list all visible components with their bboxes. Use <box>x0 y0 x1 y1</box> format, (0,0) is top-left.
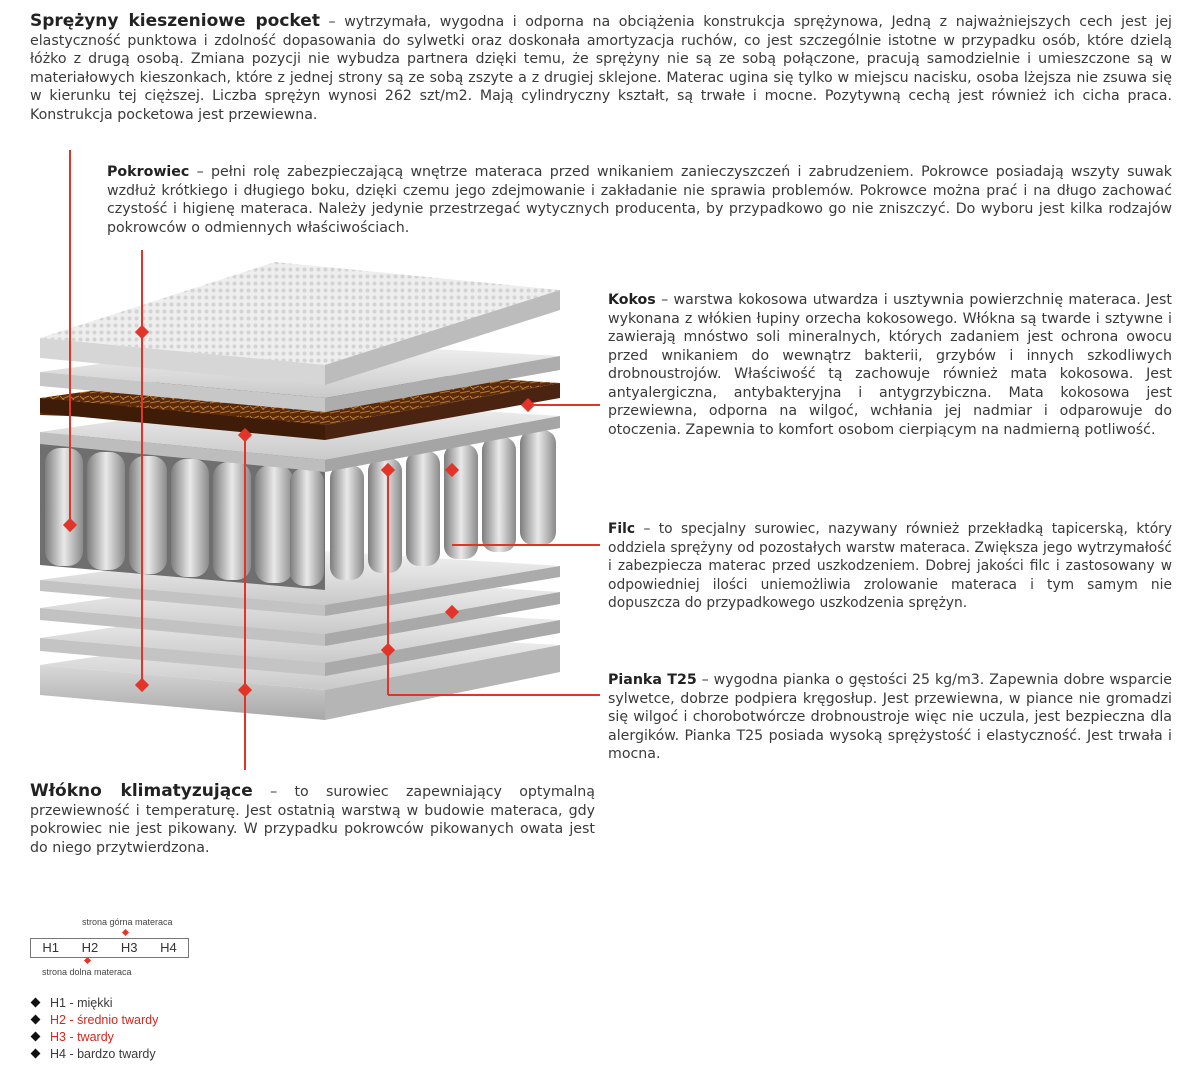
diamond-bullet-icon <box>31 1015 41 1025</box>
scale-h1: H1 <box>42 940 59 955</box>
diamond-bullet-icon <box>31 998 41 1008</box>
top-side-caption: strona górna materaca <box>82 917 173 927</box>
pocket-springs-text: – wytrzymała, wygodna i odporna na obciążenia konstrukcja sprężynowa, Jedną z najważniejszych cech jest jej elastyczność punktowa i zdolność dopasowania do sylwetki oraz doskonała amortyzacja ruchów, co jest szczególnie istotne w przypadku osób, które dzielą łóżko z drugą osobą. Zmiana pozycji nie wybudza partnera dzięki temu, że sprężyny nie są ze sobą połączone, pracują samodzielnie i umieszczone są w materiałowych kieszonkach, które z jednej strony są ze sobą zszyte a z drugiej sklejone. Materac ugina się tylko w miejscu nacisku, osoba lżejsza nie zsuwa się w kierunku tej cięższej. Liczba sprężyn wynosi 262 szt/m2. Mają cylindryczny kształt, są trwałe i mocne. Pozytywną cechą jest również ich cicha praca. Konstrukcja pocketowa jest przewiewna. <box>30 14 1172 123</box>
legend-label-h2: H2 - średnio twardy <box>50 1013 159 1027</box>
foam-title: Pianka T25 <box>608 672 697 688</box>
legend-label-h4: H4 - bardzo twardy <box>50 1047 156 1061</box>
legend-item <box>30 1029 158 1046</box>
legend-label-h1: H1 - miękki <box>50 996 113 1010</box>
foam-text: – wygodna pianka o gęstości 25 kg/m3. Zapewnia dobre wsparcie sylwetce, dobrze podpiera kręgosłup. Jest przewiewna, w piance nie gromadzi się wilgoć i chorobotwórcze drobnoustroje więc nie uczula, jest bezpieczna dla alergików. Pianka T25 posiada wysoką sprężystość i elastyczność. Jest trwała i mocna. <box>608 672 1173 762</box>
bottom-side-caption: strona dolna materaca <box>42 967 132 977</box>
felt-title: Filc <box>608 521 636 537</box>
legend-item <box>30 1046 158 1063</box>
felt-text: – to specjalny surowiec, nazywany również przekładką tapicerską, który oddziela sprężyny od pozostałych warstw materaca. Zwiększa jego wytrzymałość i zabezpiecza materac przed uszkodzeniem. Dobrej jakości filc i zastosowany w odpowiedniej ilości uniemożliwia zrolowanie materaca i tym samym nie dopuszcza do przypadkowego uszkodzenia sprężyn. <box>608 521 1172 611</box>
coconut-title: Kokos <box>608 292 656 308</box>
coconut-text: – warstwa kokosowa utwardza i usztywnia powierzchnię materaca. Jest wykonana z włókien łupiny orzecha kokosowego. Włókna są twarde i sztywne i zawierają mnóstwo soli mineralnych, których zadaniem jest ochrona owocu przed wnikaniem do wewnątrz bakterii, grzybów i innych szkodliwych drobnoustrojów. Właściwość tą zachowuje również mata kokosowa. Jest antyalergiczna, antybakteryjna i antygrzybiczna. Mata kokosowa jest przewiewna, odporna na wilgoć, wchłania jej nadmiar i odparowuje do otoczenia. Zapewnia to komfort osobom cierpiącym na nadmierną potliwość. <box>608 292 1172 438</box>
fiber-title: Włókno klimatyzujące <box>30 781 253 801</box>
legend-item <box>30 1012 158 1029</box>
scale-h4: H4 <box>160 940 177 955</box>
legend-item <box>30 995 158 1012</box>
cover-text: – pełni rolę zabezpieczającą wnętrze materaca przed wnikaniem zanieczyszczeń i zabrudzeniem. Pokrowce posiadają wszyty suwak wzdłuż krótkiego i długiego boku, dzięki czemu jego zdejmowanie i zakładanie nie sprawia problemów. Pokrowce można prać i na długo zachować czystość i higienę materaca. Należy jedynie przestrzegać wytycznych producenta, by przypadkowo go nie zniszczyć. Do wyboru jest kilka rodzajów pokrowców o odmiennych właściwościach. <box>107 164 1172 236</box>
firmness-legend <box>30 995 158 1063</box>
scale-h3: H3 <box>120 940 138 955</box>
cover-title: Pokrowiec <box>107 164 190 180</box>
diamond-bullet-icon <box>31 1032 41 1042</box>
scale-h2: H2 <box>81 940 99 955</box>
legend-label-h3: H3 - twardy <box>50 1030 114 1044</box>
fiber-text: – to surowiec zapewniający optymalną przewiewność i temperaturę. Jest ostatnią warstwą w budowie materaca, gdy pokrowiec nie jest pikowany. W przypadku pokrowców pikowanych owata jest do niego przytwierdzona. <box>30 784 595 856</box>
pocket-springs-title: Sprężyny kieszeniowe pocket <box>30 11 320 31</box>
diamond-bullet-icon <box>31 1049 41 1059</box>
firmness-scale-bar <box>30 938 189 958</box>
